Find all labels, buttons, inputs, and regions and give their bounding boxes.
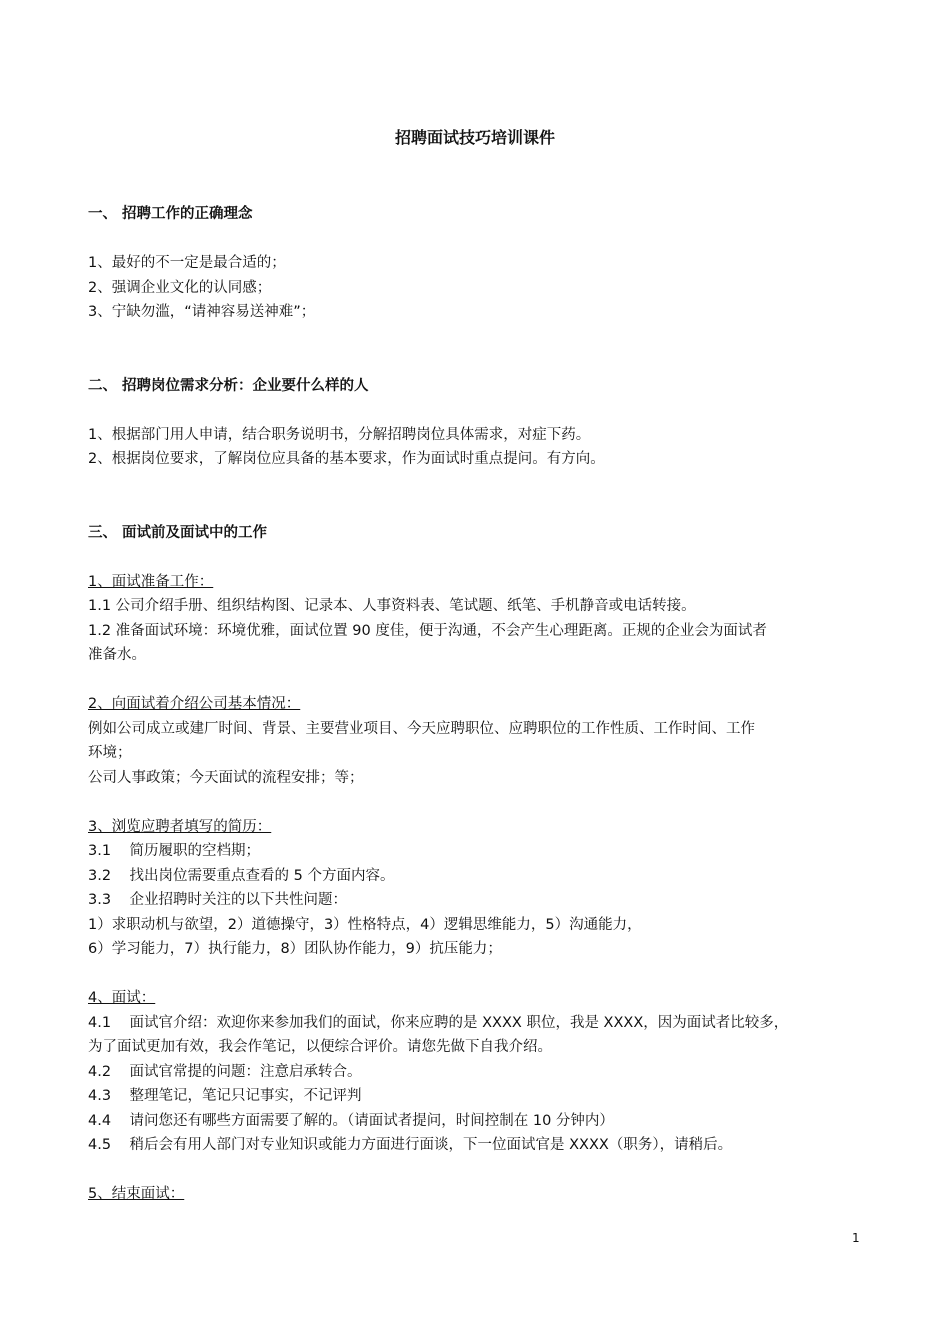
- subsection-1-title: 1、面试准备工作：: [88, 573, 214, 590]
- section-2-item: 2、根据岗位要求，了解岗位应具备的基本要求，作为面试时重点提问。有方向。: [88, 451, 605, 467]
- section-1-item: 2、强调企业文化的认同感；: [88, 279, 272, 296]
- page-number: 1: [852, 1231, 860, 1245]
- section-2-heading: 二、 招聘岗位需求分析：企业要什么样的人: [88, 377, 369, 394]
- subsection-1-line: 1.2 准备面试环境：环境优雅，面试位置 90 度佳，便于沟通，不会产生心理距离。正规的企业会为面试者: [88, 622, 767, 639]
- section-3-heading: 三、 面试前及面试中的工作: [88, 524, 268, 541]
- subsection-4-line: 4.5 稍后会有用人部门对专业知识或能力方面进行面谈，下一位面试官是 XXXX（职务），请稍后。: [88, 1137, 733, 1153]
- section-1-item: 1、最好的不一定是最合适的；: [88, 255, 286, 271]
- subsection-3-line: 3.2 找出岗位需要重点查看的 5 个方面内容。: [88, 867, 395, 884]
- section-2-item: 1、根据部门用人申请，结合职务说明书，分解招聘岗位具体需求，对症下药。: [88, 426, 591, 443]
- subsection-1-line: 1.1 公司介绍手册、组织结构图、记录本、人事资料表、笔试题、纸笔、手机静音或电话转接。: [88, 598, 696, 614]
- subsection-1-line: 准备水。: [88, 647, 146, 663]
- subsection-3-line: 6）学习能力，7）执行能力，8）团队协作能力，9）抗压能力；: [88, 941, 502, 957]
- subsection-3-title: 3、浏览应聘者填写的简历：: [88, 818, 272, 835]
- subsection-2-line: 环境；: [88, 745, 132, 761]
- subsection-4-title: 4、面试：: [88, 990, 156, 1006]
- subsection-2-title: 2、向面试着介绍公司基本情况：: [88, 696, 301, 712]
- subsection-4-line: 4.1 面试官介绍：欢迎你来参加我们的面试，你来应聘的是 XXXX 职位，我是 XXXX，因为面试者比较多，: [88, 1014, 789, 1031]
- document-body: [88, 202, 863, 1207]
- subsection-5-title: 5、结束面试：: [88, 1186, 185, 1202]
- document-title: 招聘面试技巧培训课件: [394, 128, 555, 147]
- subsection-4-line: 为了面试更加有效，我会作笔记，以便综合评价。请您先做下自我介绍。: [88, 1039, 552, 1055]
- subsection-2-line: 公司人事政策；今天面试的流程安排；等；: [88, 769, 364, 786]
- section-1-item: 3、宁缺勿滥，“请神容易送神难”；: [88, 304, 316, 320]
- subsection-3-line: 1）求职动机与欲望，2）道德操守，3）性格特点，4）逻辑思维能力，5）沟通能力，: [88, 916, 642, 933]
- subsection-4-line: 4.2 面试官常提的问题：注意启承转合。: [88, 1063, 362, 1080]
- subsection-4-line: 4.4 请问您还有哪些方面需要了解的。（请面试者提问，时间控制在 10 分钟内）: [88, 1112, 614, 1129]
- subsection-3-line: 3.1 简历履职的空档期；: [88, 843, 260, 859]
- subsection-3-line: 3.3 企业招聘时关注的以下共性问题：: [88, 892, 347, 908]
- subsection-2-line: 例如公司成立或建厂时间、背景、主要营业项目、今天应聘职位、应聘职位的工作性质、工作时间、工作: [88, 720, 755, 737]
- subsection-4-line: 4.3 整理笔记，笔记只记事实，不记评判: [88, 1088, 362, 1104]
- section-1-heading: 一、 招聘工作的正确理念: [88, 206, 253, 222]
